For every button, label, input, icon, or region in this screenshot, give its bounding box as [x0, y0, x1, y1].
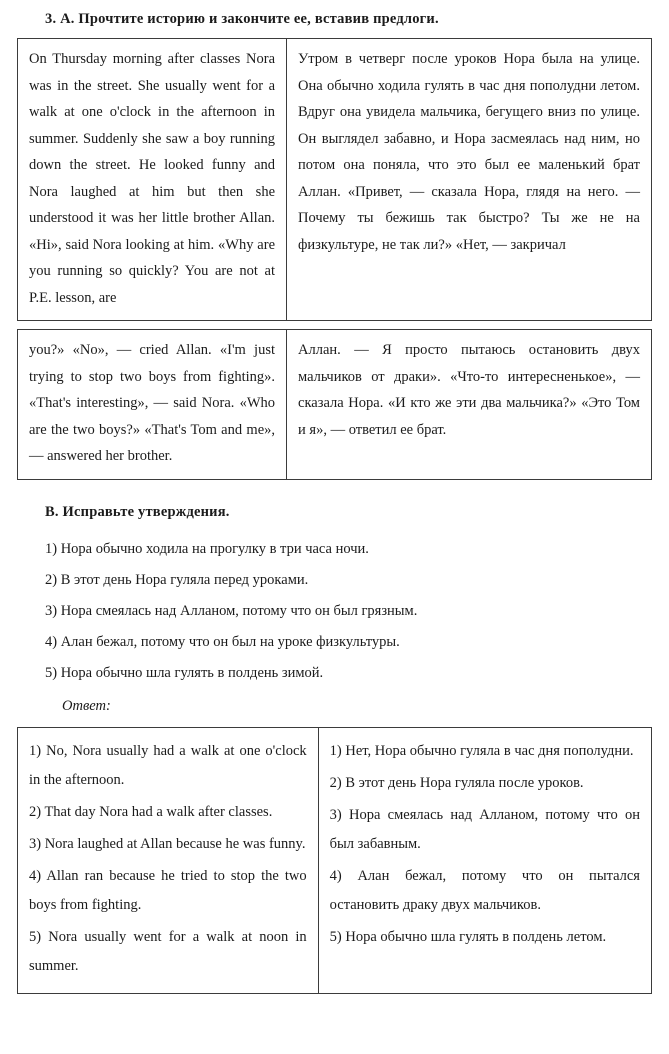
section-b-heading: В. Исправьте утверждения. [45, 503, 230, 520]
answer-ru-2: 2) В этот день Нора гуляла после уроков. [329, 774, 584, 791]
answers-english-cell [18, 728, 319, 993]
statement-3: 3) Нора смеялась над Алланом, потому что он был грязным. [45, 602, 418, 619]
story-table-part2 [17, 329, 652, 480]
answers-table [17, 727, 652, 994]
statement-1: 1) Нора обычно ходила на прогулку в три часа ночи. [45, 540, 369, 557]
exercise-header: 3. А. Прочтите историю и закончите ее, вставив предлоги. [45, 11, 439, 27]
answer-en-5: 5) Nora usually went for a walk at noon in summer. [29, 928, 307, 974]
answer-label: Ответ: [62, 697, 111, 714]
answer-en-2: 2) That day Nora had a walk after classes. [29, 803, 273, 820]
answer-ru-4: 4) Алан бежал, потому что он пытался остановить драку двух мальчиков. [329, 867, 640, 913]
answer-en-3: 3) Nora laughed at Allan because he was funny. [29, 835, 306, 852]
answer-en-1: 1) No, Nora usually had a walk at one o'clock in the afternoon. [29, 742, 307, 788]
answers-russian-cell [319, 728, 651, 993]
statement-2: 2) В этот день Нора гуляла перед уроками. [45, 571, 309, 588]
answer-en-4: 4) Allan ran because he tried to stop the two boys from fighting. [29, 867, 307, 913]
story-part1-russian-cell: Утром в четверг после уроков Нора была на улице. Она обычно ходила гулять в час дня пополудни летом. Вдруг она увидела мальчика, бегущего вниз по улице. Он выглядел забавно, и Нора засмеялась над ним, но потом она поняла, что это был ее маленький брат Аллан. «Привет, — сказала Нора, глядя на него. — Почему ты бежишь так быстро? Ты же не на физкультуре, не так ли?» «Нет, — закричал [298, 51, 640, 253]
story-part2-english-cell: you?» «No», — cried Allan. «I'm just trying to stop two boys from fighting». «That's interesting», — said Nora. «Who are the two boys?» «That's Tom and me», — answered her brother. [18, 330, 287, 479]
answer-ru-3: 3) Нора смеялась над Алланом, потому что он был забавным. [329, 806, 640, 852]
story-table-part1 [17, 38, 652, 321]
statement-4: 4) Алан бежал, потому что он был на уроке физкультуры. [45, 633, 400, 650]
story-part2-russian-cell: Аллан. — Я просто пытаюсь остановить двух мальчиков от драки». «Что-то интересненькое», — сказала Нора. «И кто же эти два мальчика?» «Это Том и я», — ответил ее брат. [298, 342, 640, 438]
answer-ru-1: 1) Нет, Нора обычно гуляла в час дня пополудни. [329, 742, 634, 759]
story-part1-english-cell: On Thursday morning after classes Nora was in the street. She usually went for a walk at one o'clock in the afternoon in summer. Suddenly she saw a boy running down the street. He looked funny and Nora laughed at him but then she understood it was her little brother Allan. «Hi», said Nora looking at him. «Why are you running so quickly? You are not at P.E. lesson, are [18, 39, 287, 320]
answer-ru-5: 5) Нора обычно шла гулять в полдень летом. [329, 928, 607, 945]
section-b [17, 504, 652, 689]
statement-5: 5) Нора обычно шла гулять в полдень зимой. [45, 664, 324, 681]
